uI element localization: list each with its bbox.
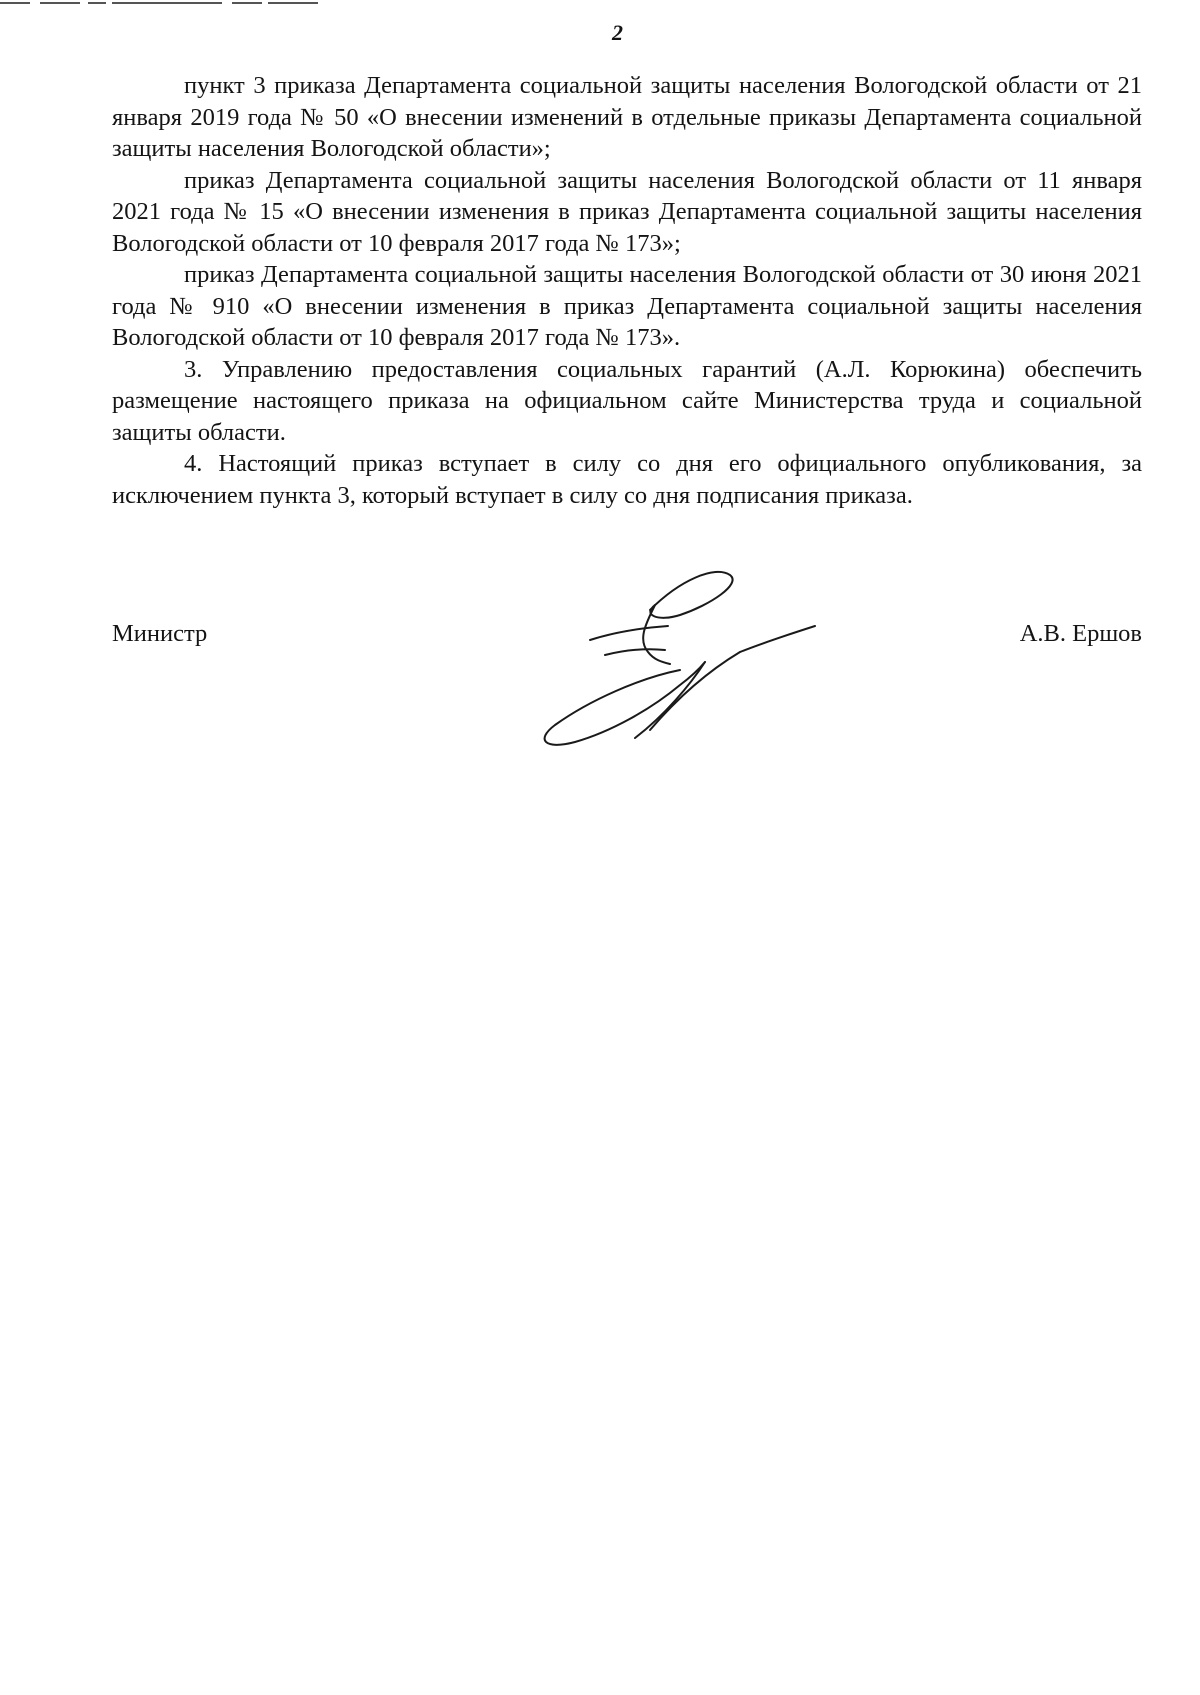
document-body xyxy=(112,70,1142,511)
paragraph-item-2: приказ Департамента социальной защиты населения Вологодской области от 11 января 2021 года № 15 «О внесении изменения в приказ Департамента социальной защиты населения Вологодской области от 10 февраля 2017 года № 173»; xyxy=(112,166,1142,257)
scan-edge-marks xyxy=(0,0,330,6)
paragraph-clause-4: 4. Настоящий приказ вступает в силу со дня его официального опубликования, за исключением пункта 3, который вступает в силу со дня подписания приказа. xyxy=(112,450,1142,509)
paragraph-clause-3: 3. Управлению предоставления социальных гарантий (А.Л. Корюкина) обеспечить размещение настоящего приказа на официальном сайте Министерства труда и социальной защиты области. xyxy=(112,355,1142,446)
signer-position: Министр xyxy=(112,620,208,647)
handwritten-signature-icon xyxy=(530,560,830,760)
paragraph-item-3: приказ Департамента социальной защиты населения Вологодской области от 30 июня 2021 года № 910 «О внесении изменения в приказ Департамента социальной защиты населения Вологодской области от 10 февраля 2017 года № 173». xyxy=(112,261,1142,351)
signer-name: А.В. Ершов xyxy=(1019,620,1142,647)
page-number: 2 xyxy=(612,20,623,45)
paragraph-item-1: пункт 3 приказа Департамента социальной защиты населения Вологодской области от 21 января 2019 года № 50 «О внесении изменений в отдельные приказы Департамента социальной защиты населения Вологодской области»; xyxy=(112,72,1142,162)
